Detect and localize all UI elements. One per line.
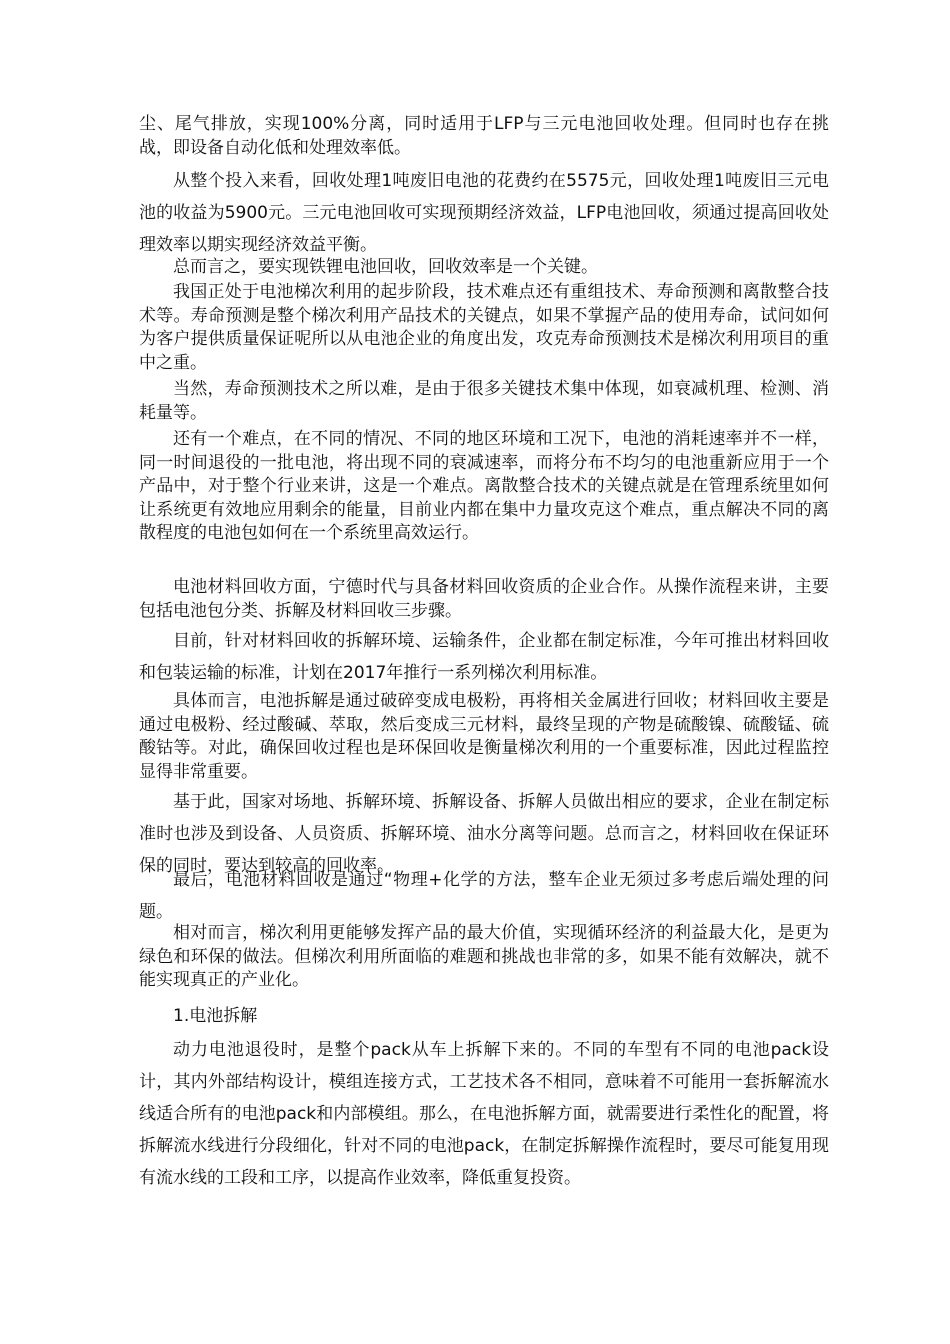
paragraph-1: 尘、尾气排放，实现100%分离，同时适用于LFP与三元电池回收处理。但同时也存在挑战，即设备自动化低和处理效率低。	[139, 114, 829, 158]
paragraph-6: 还有一个难点，在不同的情况、不同的地区环境和工况下，电池的消耗速率并不一样，同一时间退役的一批电池，将出现不同的衰减速率，而将分布不均匀的电池重新应用于一个产品中，对于整个行业来讲，这是一个难点。离散整合技术的关键点就是在管理系统里如何让系统更有效地应用剩余的能量，目前业内都在集中力量攻克这个难点，重点解决不同的离散程度的电池包如何在一个系统里高效运行。	[139, 429, 829, 543]
paragraph-9: 具体而言，电池拆解是通过破碎变成电极粉，再将相关金属进行回收；材料回收主要是通过电极粉、经过酸碱、萃取，然后变成三元材料，最终呈现的产物是硫酸镍、硫酸锰、硫酸钴等。对此，确保回收过程也是环保回收是衡量梯次利用的一个重要标准，因此过程监控显得非常重要。	[139, 691, 829, 782]
paragraph-11: 最后，电池材料回收是通过“物理+化学的方法，整车企业无须过多考虑后端处理的问题。	[139, 870, 829, 922]
paragraph-13: 动力电池退役时，是整个pack从车上拆解下来的。不同的车型有不同的电池pack设计，其内外部结构设计，模组连接方式，工艺技术各不相同，意味着不可能用一套拆解流水线适合所有的电池pack和内部模组。那么，在电池拆解方面，就需要进行柔性化的配置，将拆解流水线进行分段细化，针对不同的电池pack，在制定拆解操作流程时，要尽可能复用现有流水线的工段和工序，以提高作业效率，降低重复投资。	[139, 1040, 829, 1188]
paragraph-4: 我国正处于电池梯次利用的起步阶段，技术难点还有重组技术、寿命预测和离散整合技术等。寿命预测是整个梯次利用产品技术的关键点，如果不掌握产品的使用寿命，试问如何为客户提供质量保证呢所以从电池企业的角度出发，攻克寿命预测技术是梯次利用项目的重中之重。	[139, 282, 829, 373]
paragraph-10: 基于此，国家对场地、拆解环境、拆解设备、拆解人员做出相应的要求，企业在制定标准时也涉及到设备、人员资质、拆解环境、油水分离等问题。总而言之，材料回收在保证环保的同时，要达到较高的回收率。	[139, 792, 829, 876]
paragraph-5: 当然，寿命预测技术之所以难，是由于很多关键技术集中体现，如衰减机理、检测、消耗量等。	[139, 379, 829, 423]
paragraph-2: 从整个投入来看，回收处理1吨废旧电池的花费约在5575元，回收处理1吨废旧三元电池的收益为5900元。三元电池回收可实现预期经济效益，LFP电池回收，须通过提高回收处理效率以期实现经济效益平衡。	[139, 171, 829, 255]
section-heading: 1.电池拆解	[173, 1006, 258, 1026]
paragraph-8: 目前，针对材料回收的拆解环境、运输条件，企业都在制定标准，今年可推出材料回收和包装运输的标准，计划在2017年推行一系列梯次利用标准。	[139, 631, 829, 683]
paragraph-7: 电池材料回收方面，宁德时代与具备材料回收资质的企业合作。从操作流程来讲，主要包括电池包分类、拆解及材料回收三步骤。	[139, 577, 829, 621]
paragraph-3: 总而言之，要实现铁锂电池回收，回收效率是一个关键。	[173, 257, 598, 277]
paragraph-12: 相对而言，梯次利用更能够发挥产品的最大价值，实现循环经济的利益最大化，是更为绿色和环保的做法。但梯次利用所面临的难题和挑战也非常的多，如果不能有效解决，就不能实现真正的产业化。	[139, 923, 829, 990]
